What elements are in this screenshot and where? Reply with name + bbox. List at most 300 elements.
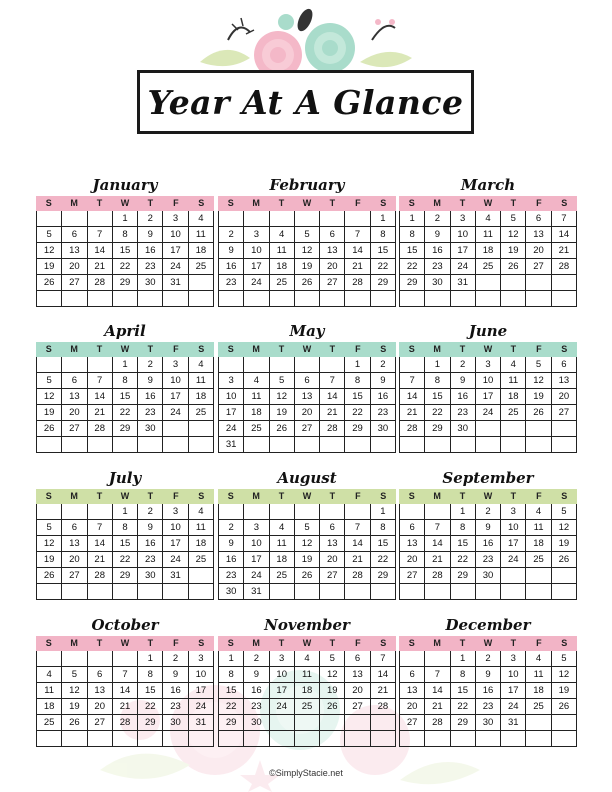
day-cell: 29 xyxy=(113,421,138,437)
month-february xyxy=(218,174,396,307)
weekday-label: S xyxy=(198,198,205,208)
day-cell: 7 xyxy=(88,373,113,389)
day-cell: 25 xyxy=(270,275,295,291)
weekday-label: M xyxy=(433,198,441,208)
day-cell xyxy=(88,584,113,600)
day-cell: 15 xyxy=(345,389,370,405)
day-cell: 4 xyxy=(295,651,320,667)
day-cell: 2 xyxy=(476,651,501,667)
day-cell: 19 xyxy=(320,683,345,699)
day-cell: 21 xyxy=(113,699,138,715)
day-cell: 30 xyxy=(476,568,501,584)
day-cell: 22 xyxy=(113,259,138,275)
day-cell: 18 xyxy=(270,552,295,568)
day-cell: 16 xyxy=(451,389,476,405)
day-cell: 31 xyxy=(219,437,244,453)
day-cell: 2 xyxy=(219,227,244,243)
day-cell xyxy=(113,437,138,453)
day-cell: 3 xyxy=(244,227,269,243)
weekday-label: S xyxy=(561,344,568,354)
day-cell xyxy=(88,291,113,307)
day-cell: 14 xyxy=(88,243,113,259)
day-cell: 10 xyxy=(244,243,269,259)
weekday-label: M xyxy=(252,491,260,501)
day-cell: 1 xyxy=(451,651,476,667)
day-cell: 6 xyxy=(320,520,345,536)
weekday-label: T xyxy=(329,198,336,208)
day-cell: 8 xyxy=(113,373,138,389)
day-cell: 18 xyxy=(476,243,501,259)
day-cell: 17 xyxy=(501,683,526,699)
weekday-label: M xyxy=(433,638,441,648)
month-may xyxy=(218,320,396,453)
day-cell: 22 xyxy=(425,405,450,421)
day-cell xyxy=(451,731,476,747)
day-cell xyxy=(244,437,269,453)
month-december xyxy=(399,614,577,747)
day-cell: 24 xyxy=(451,259,476,275)
day-cell xyxy=(552,421,577,437)
day-cell xyxy=(88,651,113,667)
day-cell xyxy=(295,715,320,731)
weekday-label: W xyxy=(302,491,312,501)
day-cell: 29 xyxy=(138,715,163,731)
day-cell: 14 xyxy=(88,389,113,405)
day-cell: 26 xyxy=(552,699,577,715)
day-cell xyxy=(62,211,87,227)
day-cell: 7 xyxy=(345,227,370,243)
day-cell: 25 xyxy=(476,259,501,275)
day-cell xyxy=(400,731,425,747)
day-cell: 15 xyxy=(113,243,138,259)
month-april xyxy=(36,320,214,453)
day-cell: 21 xyxy=(400,405,425,421)
weekday-label: W xyxy=(302,638,312,648)
day-cell xyxy=(295,291,320,307)
day-cell xyxy=(37,651,62,667)
weekday-label: F xyxy=(536,638,542,648)
day-cell: 10 xyxy=(451,227,476,243)
weekday-label: S xyxy=(380,491,387,501)
day-cell: 20 xyxy=(62,552,87,568)
weekday-label: W xyxy=(483,198,493,208)
day-cell: 7 xyxy=(425,520,450,536)
day-cell xyxy=(320,357,345,373)
day-cell: 26 xyxy=(320,699,345,715)
day-cell: 23 xyxy=(138,552,163,568)
day-cell xyxy=(552,568,577,584)
day-cell: 10 xyxy=(189,667,214,683)
day-cell xyxy=(526,731,551,747)
day-cell: 23 xyxy=(219,568,244,584)
day-cell xyxy=(189,291,214,307)
day-cell: 13 xyxy=(400,683,425,699)
weekday-label: S xyxy=(227,638,234,648)
weekday-label: T xyxy=(329,344,336,354)
weekday-label: S xyxy=(198,491,205,501)
day-cell: 13 xyxy=(526,227,551,243)
day-cell: 12 xyxy=(295,536,320,552)
weekday-label: F xyxy=(173,198,179,208)
day-cell: 20 xyxy=(62,259,87,275)
day-cell xyxy=(244,211,269,227)
day-cell: 21 xyxy=(345,552,370,568)
day-cell: 3 xyxy=(501,651,526,667)
weekday-label: T xyxy=(329,638,336,648)
day-cell: 10 xyxy=(244,536,269,552)
weekday-label: T xyxy=(96,638,103,648)
day-cell: 8 xyxy=(425,373,450,389)
day-cell: 14 xyxy=(113,683,138,699)
day-cell: 16 xyxy=(476,683,501,699)
day-cell xyxy=(138,584,163,600)
day-cell: 31 xyxy=(501,715,526,731)
day-cell: 23 xyxy=(425,259,450,275)
day-cell xyxy=(451,291,476,307)
day-cell xyxy=(62,437,87,453)
weekday-header-row xyxy=(399,636,577,651)
day-cell xyxy=(113,731,138,747)
day-cell: 31 xyxy=(163,568,188,584)
day-cell xyxy=(62,357,87,373)
month-march xyxy=(399,174,577,307)
day-cell xyxy=(270,504,295,520)
weekday-label: W xyxy=(483,491,493,501)
weekday-label: T xyxy=(510,491,517,501)
weekday-label: M xyxy=(70,491,78,501)
weekday-label: S xyxy=(408,198,415,208)
day-cell: 7 xyxy=(552,211,577,227)
day-cell: 5 xyxy=(62,667,87,683)
day-cell: 6 xyxy=(552,357,577,373)
weekday-label: F xyxy=(173,491,179,501)
day-cell: 28 xyxy=(88,275,113,291)
day-cell: 16 xyxy=(219,259,244,275)
day-cell: 25 xyxy=(526,699,551,715)
day-cell: 21 xyxy=(345,259,370,275)
day-cell: 1 xyxy=(371,211,396,227)
day-cell: 29 xyxy=(371,275,396,291)
day-cell: 13 xyxy=(62,536,87,552)
day-cell xyxy=(400,291,425,307)
day-cell: 6 xyxy=(62,373,87,389)
weekday-label: T xyxy=(96,491,103,501)
day-cell xyxy=(295,584,320,600)
day-cell: 30 xyxy=(163,715,188,731)
day-cell: 14 xyxy=(425,683,450,699)
day-cell xyxy=(270,291,295,307)
day-cell: 28 xyxy=(113,715,138,731)
day-cell: 25 xyxy=(189,259,214,275)
day-cell: 27 xyxy=(62,275,87,291)
day-cell: 16 xyxy=(138,243,163,259)
day-cell: 28 xyxy=(345,275,370,291)
day-cell xyxy=(451,437,476,453)
day-cell xyxy=(371,731,396,747)
day-cell: 2 xyxy=(451,357,476,373)
day-cell xyxy=(476,291,501,307)
day-cell xyxy=(219,731,244,747)
day-cell: 13 xyxy=(62,243,87,259)
day-cell: 27 xyxy=(320,275,345,291)
weekday-label: W xyxy=(120,638,130,648)
day-cell xyxy=(295,437,320,453)
day-cell xyxy=(501,421,526,437)
day-cell: 25 xyxy=(295,699,320,715)
day-cell: 23 xyxy=(371,405,396,421)
day-cell: 15 xyxy=(371,243,396,259)
day-cell xyxy=(320,715,345,731)
day-cell: 17 xyxy=(501,536,526,552)
day-cell xyxy=(163,421,188,437)
day-cell: 20 xyxy=(345,683,370,699)
day-cell: 24 xyxy=(163,552,188,568)
day-cell xyxy=(189,437,214,453)
day-cell: 28 xyxy=(425,715,450,731)
day-cell: 22 xyxy=(113,552,138,568)
day-cell: 9 xyxy=(138,520,163,536)
day-cell xyxy=(219,211,244,227)
day-cell: 1 xyxy=(371,504,396,520)
day-cell xyxy=(270,731,295,747)
day-cell: 11 xyxy=(270,243,295,259)
day-cell xyxy=(345,291,370,307)
day-cell: 13 xyxy=(295,389,320,405)
weekday-label: S xyxy=(561,198,568,208)
month-grid xyxy=(399,651,577,747)
day-cell xyxy=(345,211,370,227)
day-cell xyxy=(526,437,551,453)
day-cell xyxy=(400,504,425,520)
day-cell xyxy=(163,437,188,453)
weekday-label: F xyxy=(355,491,361,501)
day-cell: 30 xyxy=(138,421,163,437)
day-cell: 18 xyxy=(270,259,295,275)
day-cell: 8 xyxy=(113,227,138,243)
day-cell: 23 xyxy=(476,699,501,715)
day-cell: 17 xyxy=(163,536,188,552)
day-cell: 8 xyxy=(451,520,476,536)
day-cell: 20 xyxy=(400,552,425,568)
day-cell: 3 xyxy=(219,373,244,389)
day-cell: 16 xyxy=(476,536,501,552)
day-cell: 25 xyxy=(37,715,62,731)
month-title: August xyxy=(277,469,337,487)
day-cell: 27 xyxy=(345,699,370,715)
weekday-label: T xyxy=(329,491,336,501)
weekday-label: T xyxy=(278,198,285,208)
day-cell: 5 xyxy=(37,373,62,389)
day-cell xyxy=(320,437,345,453)
day-cell xyxy=(37,357,62,373)
day-cell: 30 xyxy=(138,568,163,584)
day-cell: 16 xyxy=(163,683,188,699)
day-cell: 15 xyxy=(371,536,396,552)
day-cell xyxy=(526,584,551,600)
day-cell: 2 xyxy=(163,651,188,667)
day-cell xyxy=(345,437,370,453)
weekday-label: T xyxy=(510,198,517,208)
day-cell: 8 xyxy=(371,520,396,536)
day-cell: 8 xyxy=(219,667,244,683)
weekday-header-row xyxy=(36,489,214,504)
day-cell: 17 xyxy=(163,389,188,405)
day-cell: 15 xyxy=(138,683,163,699)
day-cell: 14 xyxy=(320,389,345,405)
day-cell: 18 xyxy=(37,699,62,715)
day-cell: 18 xyxy=(526,536,551,552)
day-cell xyxy=(138,291,163,307)
day-cell: 4 xyxy=(189,504,214,520)
day-cell: 4 xyxy=(526,651,551,667)
day-cell: 18 xyxy=(244,405,269,421)
day-cell: 13 xyxy=(88,683,113,699)
day-cell xyxy=(476,731,501,747)
day-cell: 19 xyxy=(295,552,320,568)
day-cell: 26 xyxy=(37,421,62,437)
day-cell: 22 xyxy=(371,552,396,568)
day-cell: 29 xyxy=(425,421,450,437)
day-cell: 8 xyxy=(371,227,396,243)
day-cell: 17 xyxy=(244,552,269,568)
day-cell: 13 xyxy=(400,536,425,552)
day-cell: 24 xyxy=(219,421,244,437)
month-grid xyxy=(399,504,577,600)
day-cell: 2 xyxy=(138,504,163,520)
day-cell: 6 xyxy=(62,520,87,536)
month-title: October xyxy=(91,616,159,634)
day-cell: 4 xyxy=(189,357,214,373)
day-cell: 6 xyxy=(295,373,320,389)
day-cell: 21 xyxy=(320,405,345,421)
day-cell xyxy=(371,437,396,453)
day-cell: 17 xyxy=(476,389,501,405)
day-cell: 6 xyxy=(526,211,551,227)
day-cell: 19 xyxy=(37,259,62,275)
day-cell: 7 xyxy=(88,520,113,536)
day-cell: 19 xyxy=(295,259,320,275)
day-cell: 27 xyxy=(552,405,577,421)
weekday-header-row xyxy=(218,342,396,357)
weekday-label: T xyxy=(510,344,517,354)
month-grid xyxy=(218,211,396,307)
day-cell: 15 xyxy=(400,243,425,259)
day-cell xyxy=(476,437,501,453)
weekday-label: M xyxy=(252,344,260,354)
day-cell: 11 xyxy=(526,520,551,536)
weekday-label: W xyxy=(302,198,312,208)
day-cell: 18 xyxy=(526,683,551,699)
weekday-label: S xyxy=(198,638,205,648)
day-cell: 29 xyxy=(451,568,476,584)
day-cell xyxy=(295,731,320,747)
day-cell: 17 xyxy=(163,243,188,259)
day-cell: 30 xyxy=(371,421,396,437)
weekday-label: T xyxy=(459,491,466,501)
weekday-label: F xyxy=(173,344,179,354)
day-cell: 11 xyxy=(189,373,214,389)
day-cell xyxy=(400,437,425,453)
day-cell: 2 xyxy=(244,651,269,667)
weekday-header-row xyxy=(399,196,577,211)
weekday-header-row xyxy=(36,196,214,211)
month-october xyxy=(36,614,214,747)
day-cell: 6 xyxy=(62,227,87,243)
month-title: March xyxy=(460,176,516,194)
weekday-label: M xyxy=(252,638,260,648)
day-cell: 27 xyxy=(526,259,551,275)
day-cell xyxy=(552,275,577,291)
day-cell: 11 xyxy=(476,227,501,243)
day-cell xyxy=(189,275,214,291)
day-cell xyxy=(371,584,396,600)
day-cell: 27 xyxy=(62,421,87,437)
day-cell: 12 xyxy=(295,243,320,259)
day-cell: 16 xyxy=(371,389,396,405)
day-cell: 22 xyxy=(400,259,425,275)
day-cell xyxy=(552,291,577,307)
day-cell xyxy=(163,584,188,600)
weekday-label: S xyxy=(45,344,52,354)
day-cell: 4 xyxy=(476,211,501,227)
weekday-label: F xyxy=(173,638,179,648)
day-cell: 24 xyxy=(189,699,214,715)
day-cell xyxy=(37,291,62,307)
day-cell: 26 xyxy=(295,568,320,584)
weekday-label: T xyxy=(278,491,285,501)
day-cell xyxy=(425,437,450,453)
weekday-label: W xyxy=(483,344,493,354)
day-cell: 1 xyxy=(138,651,163,667)
day-cell: 13 xyxy=(552,373,577,389)
day-cell: 2 xyxy=(371,357,396,373)
weekday-header-row xyxy=(218,489,396,504)
day-cell: 26 xyxy=(270,421,295,437)
day-cell: 12 xyxy=(62,683,87,699)
weekday-label: T xyxy=(459,344,466,354)
day-cell: 26 xyxy=(62,715,87,731)
weekday-label: T xyxy=(147,491,154,501)
day-cell xyxy=(552,731,577,747)
day-cell xyxy=(113,291,138,307)
day-cell: 27 xyxy=(295,421,320,437)
day-cell: 24 xyxy=(244,568,269,584)
day-cell xyxy=(189,421,214,437)
day-cell xyxy=(320,731,345,747)
day-cell xyxy=(476,421,501,437)
day-cell: 17 xyxy=(244,259,269,275)
day-cell: 13 xyxy=(320,243,345,259)
day-cell xyxy=(88,211,113,227)
month-july xyxy=(36,467,214,600)
day-cell xyxy=(451,584,476,600)
day-cell: 1 xyxy=(113,357,138,373)
day-cell: 29 xyxy=(345,421,370,437)
day-cell xyxy=(244,504,269,520)
day-cell xyxy=(400,651,425,667)
day-cell: 4 xyxy=(270,227,295,243)
day-cell: 11 xyxy=(526,667,551,683)
day-cell: 9 xyxy=(138,227,163,243)
day-cell: 14 xyxy=(345,536,370,552)
day-cell xyxy=(37,504,62,520)
day-cell: 7 xyxy=(400,373,425,389)
day-cell: 20 xyxy=(400,699,425,715)
weekday-label: T xyxy=(147,638,154,648)
day-cell: 11 xyxy=(37,683,62,699)
day-cell: 21 xyxy=(552,243,577,259)
weekday-label: S xyxy=(227,344,234,354)
